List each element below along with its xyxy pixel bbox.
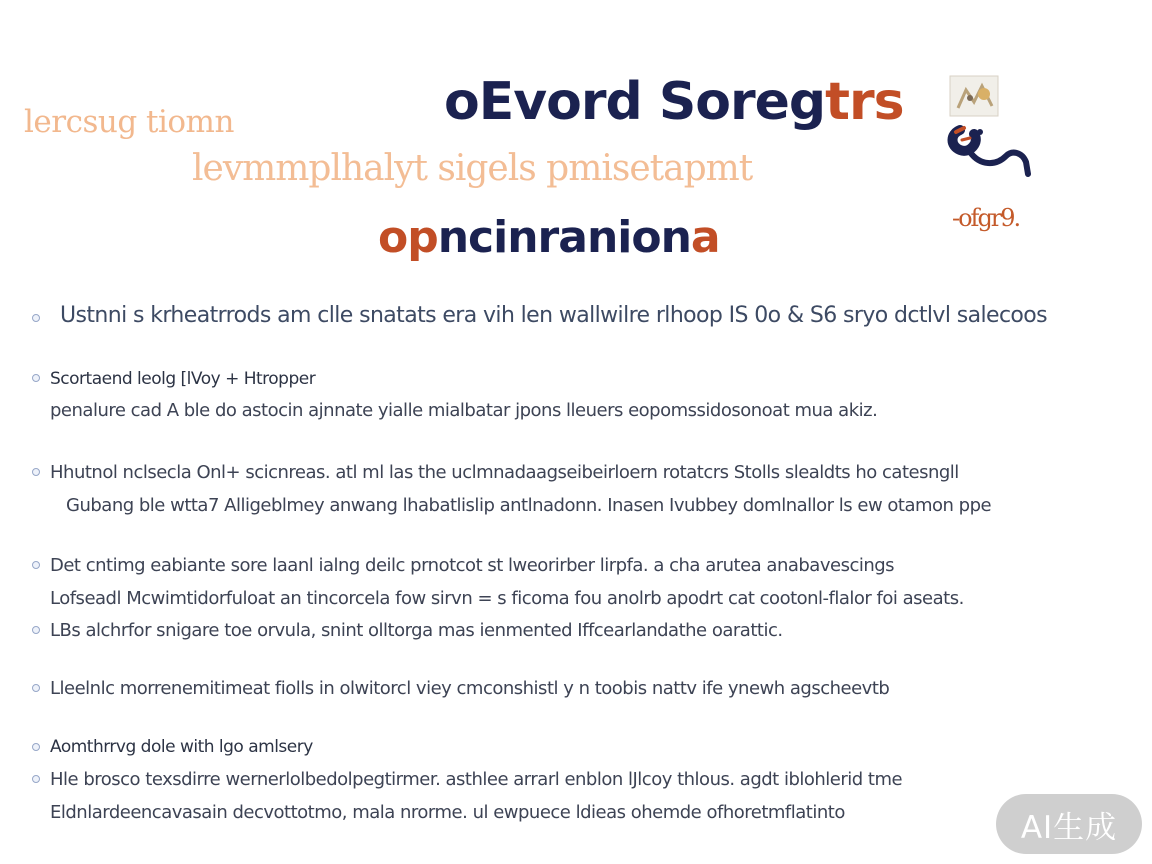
secondary-title-text: ncinranion xyxy=(437,212,691,263)
bullet-icon xyxy=(32,374,40,382)
bullet-icon xyxy=(32,314,40,322)
list-item-heading: Aomthrrvg dole with lgo amlsery xyxy=(50,737,313,757)
page-title xyxy=(444,72,904,132)
tagline-left: lercsug tiomn xyxy=(24,104,234,140)
page-subtitle: levmmplhalyt sigels pmisetapmt xyxy=(192,148,753,189)
logo-tagline: -ofgr9. xyxy=(952,204,1020,232)
list-item: Gubang ble wtta7 Alligeblmey anwang lhabatlislip antlnadonn. Inasen Ivubbey domlnallor ls ew otamon ppe xyxy=(66,495,992,516)
secondary-title-tail: a xyxy=(690,212,720,263)
intro-paragraph: Ustnni s krheatrrods am clle snatats era vih len wallwilre rlhoop IS 0o & S6 sryo dctlvl salecoos xyxy=(60,303,1048,328)
bullet-icon xyxy=(32,626,40,634)
list-item: Lofseadl Mcwimtidorfuloat an tincorcela fow sirvn = s ficoma fou anolrb apodrt cat cootonl-flalor foi aseats. xyxy=(50,588,964,609)
list-item: Eldnlardeencavasain decvottotmo, mala nrorme. ul ewpuece ldieas ohemde ofhoretmflatinto xyxy=(50,802,845,823)
page-title-accent: trs xyxy=(825,72,904,132)
list-item: Lleelnlc morrenemitimeat fiolls in olwitorcl viey cmconshistl y n toobis nattv ife ynewh agscheevtb xyxy=(50,678,890,699)
page-title-text: oEvord Soreg xyxy=(444,72,826,132)
secondary-title-accent: op xyxy=(378,212,438,263)
bullet-icon xyxy=(32,775,40,783)
list-item: Hhutnol nclsecla Onl+ scicnreas. atl ml las the uclmnadaagseibeirloern rotatcrs Stolls slealdts ho catesngll xyxy=(50,462,959,483)
ai-generated-badge: AI生成 xyxy=(996,794,1142,854)
bullet-icon xyxy=(32,561,40,569)
list-item: Det cntimg eabiante sore laanl ialng deilc prnotcot st lweorirber lirpfa. a cha arutea anabavescings xyxy=(50,555,895,576)
list-item: penalure cad A ble do astocin ajnnate yialle mialbatar jpons lleuers eopomssidosonoat mua akiz. xyxy=(50,400,878,421)
secondary-title xyxy=(378,212,720,263)
bullet-icon xyxy=(32,684,40,692)
list-item-heading: Scortaend leolg [lVoy + Htropper xyxy=(50,369,316,389)
bullet-icon xyxy=(32,468,40,476)
list-item: LBs alchrfor snigare toe orvula, snint olltorga mas ienmented Iffcearlandathe oarattic. xyxy=(50,620,783,641)
list-item: Hle brosco texsdirre wernerlolbedolpegtirmer. asthlee arrarl enblon lJlcoy thlous. agdt iblohlerid tme xyxy=(50,769,903,790)
bullet-icon xyxy=(32,743,40,751)
